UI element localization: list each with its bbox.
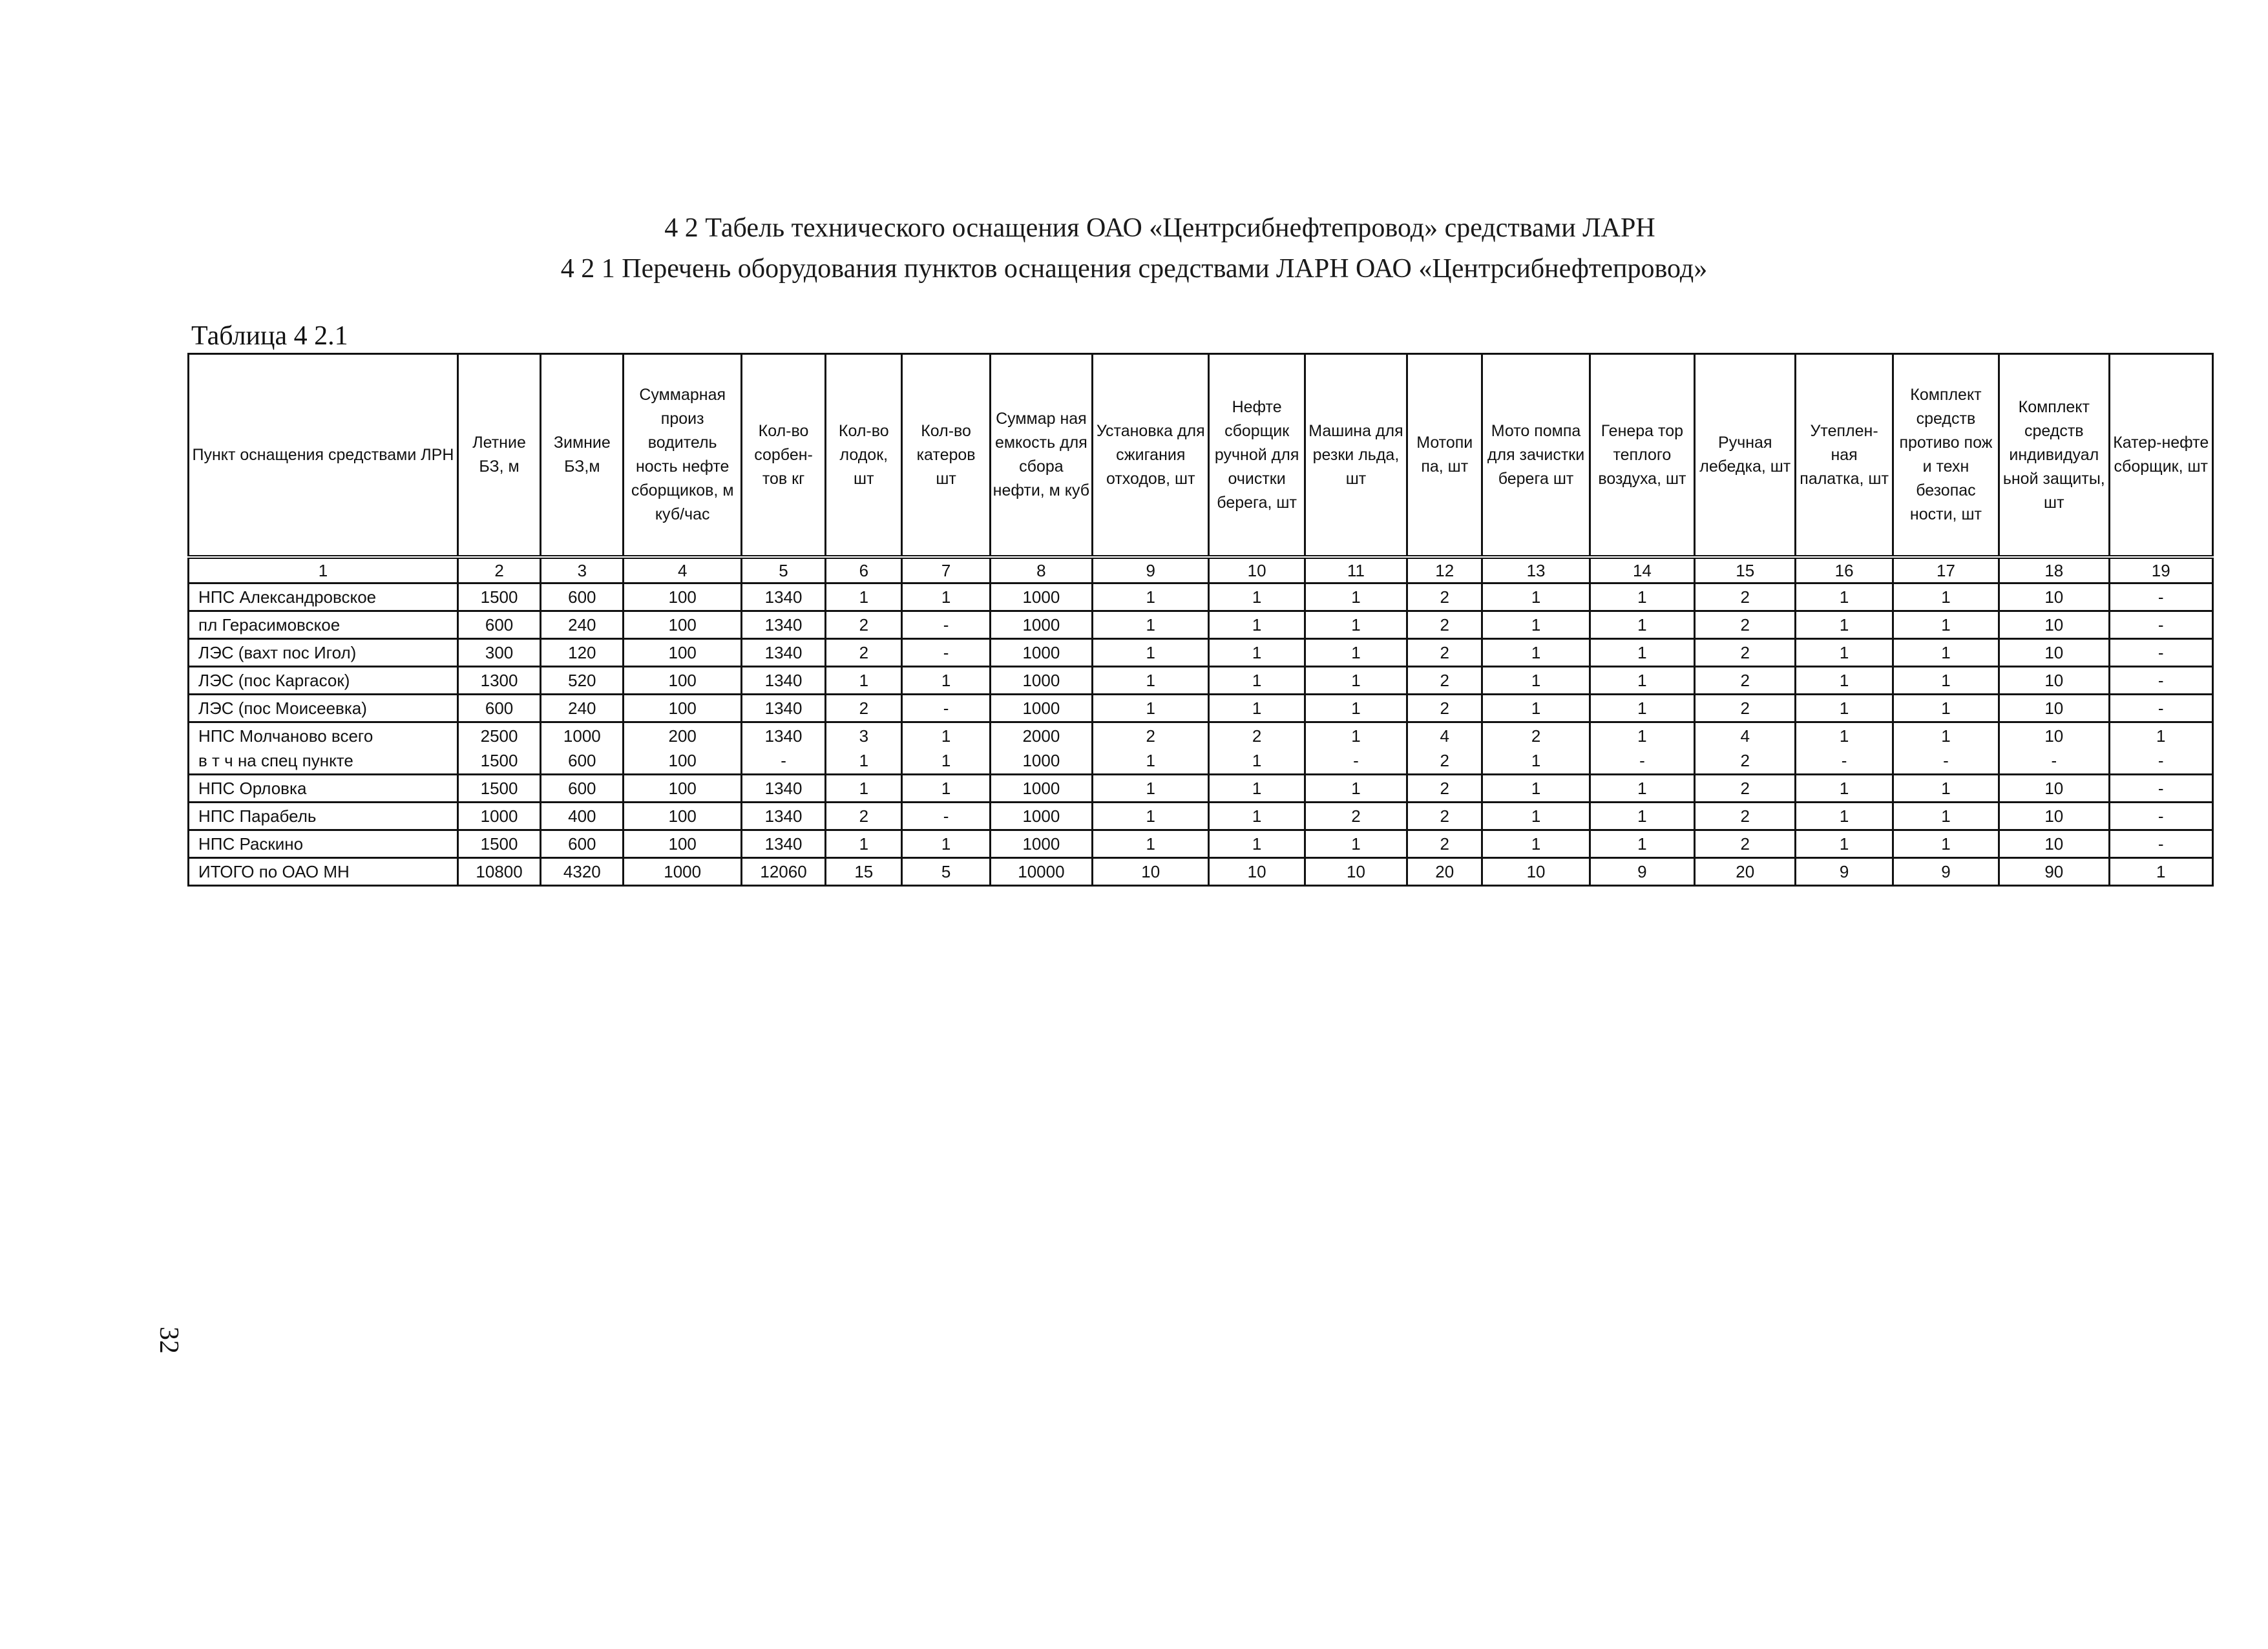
table-cell: 1 <box>1209 775 1305 803</box>
table-cell: 1340 <box>741 695 825 722</box>
table-cell: - <box>902 695 990 722</box>
table-cell: 1 <box>1796 611 1893 639</box>
column-header: Кол-во катеров шт <box>902 354 990 558</box>
table-cell <box>1209 722 1305 775</box>
station-name-cell: НПС Орловка <box>189 775 458 803</box>
title-line-1: 4 2 Табель технического оснащения ОАО «Центрсибнефтепровод» средствами ЛАРН <box>664 213 1655 243</box>
table-cell: 100 <box>624 775 741 803</box>
table-cell: 1 <box>1209 639 1305 667</box>
table-row <box>189 639 2213 667</box>
table-cell: 1 <box>1093 803 1209 830</box>
column-number: 3 <box>541 557 624 583</box>
table-row <box>189 858 2213 886</box>
document-title <box>0 208 2268 289</box>
column-header: Суммарная произ водитель ность нефте сборщиков, м куб/час <box>624 354 741 558</box>
column-number: 9 <box>1093 557 1209 583</box>
table-cell: 1000 <box>624 858 741 886</box>
table-cell: 1 <box>902 667 990 695</box>
cell-value: 600 <box>568 751 596 770</box>
table-cell: 2 <box>1407 667 1482 695</box>
table-cell: 1300 <box>457 667 540 695</box>
table-cell: 1 <box>1305 611 1407 639</box>
table-cell: 20 <box>1407 858 1482 886</box>
table-cell: 1340 <box>741 775 825 803</box>
table-cell: 1000 <box>990 695 1092 722</box>
table-cell: 1 <box>1482 639 1590 667</box>
table-cell: - <box>902 803 990 830</box>
table-cell: 600 <box>541 775 624 803</box>
column-number: 5 <box>741 557 825 583</box>
table-cell: 1000 <box>457 803 540 830</box>
column-header: Машина для резки льда, шт <box>1305 354 1407 558</box>
column-number: 6 <box>826 557 902 583</box>
table-cell: 10 <box>1999 583 2109 611</box>
table-cell: 2 <box>1695 611 1796 639</box>
table-cell: 1 <box>1093 695 1209 722</box>
table-cell: 5 <box>902 858 990 886</box>
station-name-cell: ЛЭС (пос Каргасок) <box>189 667 458 695</box>
table-cell: 4320 <box>541 858 624 886</box>
cell-value: 1000 <box>1022 751 1060 770</box>
cell-value: 1340 <box>764 726 803 746</box>
table-cell: 1000 <box>990 775 1092 803</box>
table-body <box>189 557 2213 886</box>
table-cell: 1 <box>1893 611 1999 639</box>
table-cell: 1 <box>1590 583 1694 611</box>
cell-value: - <box>2051 751 2057 770</box>
cell-value: 2 <box>1146 726 1155 746</box>
table-cell: 1 <box>1590 695 1694 722</box>
table-cell: 1 <box>1093 611 1209 639</box>
column-header: Кол-во сорбен-тов кг <box>741 354 825 558</box>
table-cell: 2 <box>1695 775 1796 803</box>
column-header: Нефте сборщик ручной для очистки берега, шт <box>1209 354 1305 558</box>
table-cell: 90 <box>1999 858 2109 886</box>
cell-value: 1 <box>1146 751 1155 770</box>
cell-value: 1 <box>941 751 951 770</box>
table-cell: 1 <box>1305 695 1407 722</box>
station-name-cell: пл Герасимовское <box>189 611 458 639</box>
table-cell: 100 <box>624 639 741 667</box>
table-cell: 100 <box>624 611 741 639</box>
table-cell: 1000 <box>990 830 1092 858</box>
table-cell: 1 <box>1093 775 1209 803</box>
table-cell: 1 <box>1305 639 1407 667</box>
table-cell: 1340 <box>741 611 825 639</box>
table-cell: 1 <box>1893 695 1999 722</box>
station-name-cell <box>189 722 458 775</box>
table-cell: 1000 <box>990 611 1092 639</box>
cell-value: - <box>781 751 786 770</box>
table-cell: - <box>2109 830 2213 858</box>
cell-value: 1 <box>859 751 869 770</box>
cell-value: 4 <box>1440 726 1449 746</box>
cell-value: 1000 <box>563 726 601 746</box>
table-cell: 2 <box>1695 583 1796 611</box>
table-cell: 1 <box>1893 830 1999 858</box>
table-cell: 2 <box>1407 830 1482 858</box>
table-cell: 1 <box>1482 803 1590 830</box>
column-number: 12 <box>1407 557 1482 583</box>
column-header: Катер-нефте сборщик, шт <box>2109 354 2213 558</box>
table-cell: 1 <box>2109 858 2213 886</box>
table-cell: 1000 <box>990 667 1092 695</box>
table-cell: 2 <box>1407 775 1482 803</box>
cell-value: 2 <box>1531 726 1541 746</box>
table-cell: 9 <box>1893 858 1999 886</box>
table-cell: 1340 <box>741 583 825 611</box>
column-header: Комплект средств противо пож и техн безопас ности, шт <box>1893 354 1999 558</box>
column-number-row <box>189 557 2213 583</box>
table-cell: 10 <box>1999 667 2109 695</box>
table-cell: 120 <box>541 639 624 667</box>
table-cell: 520 <box>541 667 624 695</box>
table-cell: 1 <box>1209 830 1305 858</box>
table-cell: 1 <box>1796 583 1893 611</box>
table-cell: 12060 <box>741 858 825 886</box>
column-header: Мотопи па, шт <box>1407 354 1482 558</box>
table-cell: 1500 <box>457 775 540 803</box>
table-cell: 10 <box>1999 803 2109 830</box>
cell-value: - <box>1841 751 1847 770</box>
column-number: 8 <box>990 557 1092 583</box>
table-cell: 2 <box>826 639 902 667</box>
table-cell: 1 <box>826 583 902 611</box>
cell-value: 1 <box>1839 726 1849 746</box>
table-cell: 1 <box>1093 583 1209 611</box>
table-cell: 1 <box>1305 830 1407 858</box>
cell-value: 1 <box>1637 726 1647 746</box>
cell-value: 2 <box>1740 751 1750 770</box>
table-cell: 10 <box>1999 611 2109 639</box>
table-cell: 20 <box>1695 858 1796 886</box>
table-cell: 1340 <box>741 803 825 830</box>
table-cell: 1 <box>1482 830 1590 858</box>
table-cell: 10 <box>1209 858 1305 886</box>
table-cell: 1 <box>1093 667 1209 695</box>
table-cell <box>741 722 825 775</box>
table-cell: 10 <box>1999 830 2109 858</box>
table-cell: 100 <box>624 695 741 722</box>
table-cell: 2 <box>1407 611 1482 639</box>
table-cell: 2 <box>1695 830 1796 858</box>
cell-value: 2000 <box>1022 726 1060 746</box>
table-cell: 1 <box>1590 775 1694 803</box>
table-cell: 2 <box>1407 583 1482 611</box>
column-number: 18 <box>1999 557 2109 583</box>
cell-value: 1 <box>2156 726 2166 746</box>
header-row <box>189 354 2213 558</box>
column-header: Суммар ная емкость для сбора нефти, м куб <box>990 354 1092 558</box>
table-cell: 10 <box>1999 695 2109 722</box>
table-cell: 1 <box>1893 775 1999 803</box>
cell-value: 1500 <box>480 751 518 770</box>
table-cell: 1 <box>1093 639 1209 667</box>
column-header: Утеплен-ная палатка, шт <box>1796 354 1893 558</box>
column-header: Кол-во лодок, шт <box>826 354 902 558</box>
table-cell: 1 <box>1590 830 1694 858</box>
table-row <box>189 775 2213 803</box>
table-cell: 100 <box>624 667 741 695</box>
table-cell: 10 <box>1093 858 1209 886</box>
table-caption: Таблица 4 2.1 <box>191 321 348 351</box>
table-cell <box>1590 722 1694 775</box>
column-number: 10 <box>1209 557 1305 583</box>
table-cell: 1 <box>902 775 990 803</box>
table-cell: 9 <box>1590 858 1694 886</box>
table-cell: 600 <box>541 830 624 858</box>
table-cell <box>1695 722 1796 775</box>
table-cell: 240 <box>541 611 624 639</box>
table-cell: 1 <box>902 830 990 858</box>
page-number: 32 <box>154 1327 184 1354</box>
table-cell: 600 <box>457 611 540 639</box>
table-cell: 1000 <box>990 639 1092 667</box>
table-row <box>189 830 2213 858</box>
station-name-cell: НПС Парабель <box>189 803 458 830</box>
cell-value: - <box>1639 751 1645 770</box>
table-cell: 1 <box>1796 667 1893 695</box>
table-cell: 1 <box>1796 830 1893 858</box>
table-cell: 1 <box>1209 611 1305 639</box>
table-cell: 10 <box>1999 639 2109 667</box>
table-cell: - <box>902 639 990 667</box>
table-cell: 10 <box>1999 775 2109 803</box>
cell-value: - <box>2158 751 2164 770</box>
table-cell: 1 <box>1590 611 1694 639</box>
table-cell: 1 <box>1482 667 1590 695</box>
station-name-cell: НПС Раскино <box>189 830 458 858</box>
table-cell: 1 <box>1209 695 1305 722</box>
column-number: 17 <box>1893 557 1999 583</box>
table-cell <box>1407 722 1482 775</box>
column-number: 11 <box>1305 557 1407 583</box>
table-cell: 1340 <box>741 830 825 858</box>
table-cell <box>1893 722 1999 775</box>
column-number: 1 <box>189 557 458 583</box>
table-cell: 1 <box>1305 667 1407 695</box>
cell-value: 200 <box>668 726 697 746</box>
table-cell: 1000 <box>990 583 1092 611</box>
cell-value: 3 <box>859 726 869 746</box>
table-row-molchanovo <box>189 722 2213 775</box>
table-cell: 1 <box>1796 695 1893 722</box>
cell-value: - <box>1353 751 1359 770</box>
station-name-cell: ЛЭС (вахт пос Игол) <box>189 639 458 667</box>
table-cell: 1 <box>1590 803 1694 830</box>
table-cell: 1 <box>1893 667 1999 695</box>
column-number: 7 <box>902 557 990 583</box>
table-cell: 2 <box>826 695 902 722</box>
table-cell: 9 <box>1796 858 1893 886</box>
station-name-cell: ЛЭС (пос Моисеевка) <box>189 695 458 722</box>
table-cell: 1 <box>826 775 902 803</box>
table-cell: 600 <box>541 583 624 611</box>
table-cell: 2 <box>1695 667 1796 695</box>
table-cell: 1 <box>1796 639 1893 667</box>
table-cell: 1 <box>1305 583 1407 611</box>
cell-value: 1 <box>1252 751 1262 770</box>
column-number: 14 <box>1590 557 1694 583</box>
cell-value: 1 <box>1531 751 1541 770</box>
table-cell: 240 <box>541 695 624 722</box>
cell-value: 2 <box>1440 751 1449 770</box>
table-cell: 1 <box>826 667 902 695</box>
column-header: Ручная лебедка, шт <box>1695 354 1796 558</box>
table-row <box>189 667 2213 695</box>
table-cell: 1 <box>1209 803 1305 830</box>
table-cell: 2 <box>1407 695 1482 722</box>
table-cell: - <box>2109 611 2213 639</box>
station-name-cell: ИТОГО по ОАО МН <box>189 858 458 886</box>
table-cell: 2 <box>826 611 902 639</box>
cell-value: 100 <box>668 751 697 770</box>
table-cell: 1 <box>1893 803 1999 830</box>
table-cell <box>1093 722 1209 775</box>
column-header: Зимние БЗ,м <box>541 354 624 558</box>
table-cell: - <box>902 611 990 639</box>
table-cell: 10800 <box>457 858 540 886</box>
table-cell: 1 <box>1482 775 1590 803</box>
table-cell: 15 <box>826 858 902 886</box>
column-header: Комплект средств индивидуал ьной защиты, шт <box>1999 354 2109 558</box>
station-name-line: в т ч на спец пункте <box>198 751 353 770</box>
cell-value: 2500 <box>480 726 518 746</box>
table-cell <box>541 722 624 775</box>
column-number: 13 <box>1482 557 1590 583</box>
column-number: 4 <box>624 557 741 583</box>
table-cell <box>990 722 1092 775</box>
table-cell: 100 <box>624 803 741 830</box>
table-cell: 2 <box>1305 803 1407 830</box>
table-cell: 1 <box>902 583 990 611</box>
column-header: Генера тор теплого воздуха, шт <box>1590 354 1694 558</box>
table-cell: 1500 <box>457 583 540 611</box>
cell-value: 1 <box>941 726 951 746</box>
table-cell: 1340 <box>741 667 825 695</box>
cell-value: 1 <box>1351 726 1361 746</box>
table-cell: 1 <box>1893 639 1999 667</box>
table-cell <box>2109 722 2213 775</box>
table-cell: 1 <box>1482 611 1590 639</box>
table-cell <box>1305 722 1407 775</box>
table-cell: - <box>2109 583 2213 611</box>
table-cell: - <box>2109 667 2213 695</box>
column-header: Мото помпа для зачистки берега шт <box>1482 354 1590 558</box>
table-row <box>189 695 2213 722</box>
table-cell: 1500 <box>457 830 540 858</box>
table-cell: - <box>2109 775 2213 803</box>
table-cell: 1 <box>1093 830 1209 858</box>
table-cell: 100 <box>624 830 741 858</box>
cell-value: 10 <box>2044 726 2064 746</box>
cell-value: 1 <box>1941 726 1951 746</box>
table-cell: 1000 <box>990 803 1092 830</box>
column-number: 19 <box>2109 557 2213 583</box>
equipment-table <box>187 353 2214 887</box>
table-cell: 10000 <box>990 858 1092 886</box>
table-cell: 2 <box>1407 803 1482 830</box>
table-cell: 2 <box>1695 695 1796 722</box>
table-cell <box>624 722 741 775</box>
table-cell: 1 <box>1796 803 1893 830</box>
table-cell: 1 <box>1305 775 1407 803</box>
table-cell: 1 <box>1796 775 1893 803</box>
table-cell <box>902 722 990 775</box>
column-header: Пункт оснащения средствами ЛРН <box>189 354 458 558</box>
table-cell: 1 <box>1590 667 1694 695</box>
table-cell: 2 <box>1695 803 1796 830</box>
table-cell: 1 <box>1893 583 1999 611</box>
station-name-line: НПС Молчаново всего <box>198 726 373 746</box>
table-cell: - <box>2109 639 2213 667</box>
table-cell: 1 <box>1209 583 1305 611</box>
table-cell: 600 <box>457 695 540 722</box>
table-cell: 100 <box>624 583 741 611</box>
table-row <box>189 611 2213 639</box>
station-name-cell: НПС Александровское <box>189 583 458 611</box>
table-row <box>189 583 2213 611</box>
cell-value: 2 <box>1252 726 1262 746</box>
table-cell: - <box>2109 803 2213 830</box>
column-number: 16 <box>1796 557 1893 583</box>
table-cell: 1 <box>1482 695 1590 722</box>
table-cell: 2 <box>1695 639 1796 667</box>
table-cell: 10 <box>1482 858 1590 886</box>
column-number: 2 <box>457 557 540 583</box>
cell-value: - <box>1943 751 1949 770</box>
column-header: Установка для сжигания отходов, шт <box>1093 354 1209 558</box>
table-cell: 300 <box>457 639 540 667</box>
column-header: Летние БЗ, м <box>457 354 540 558</box>
table-row <box>189 803 2213 830</box>
table-cell: 2 <box>826 803 902 830</box>
table-cell <box>826 722 902 775</box>
table-cell: - <box>2109 695 2213 722</box>
table-cell: 10 <box>1305 858 1407 886</box>
table-cell: 1 <box>826 830 902 858</box>
table-cell: 1340 <box>741 639 825 667</box>
table-cell: 2 <box>1407 639 1482 667</box>
title-line-2: 4 2 1 Перечень оборудования пунктов оснащения средствами ЛАРН ОАО «Центрсибнефтепровод» <box>560 254 1708 284</box>
table-cell: 1 <box>1482 583 1590 611</box>
table-cell <box>1482 722 1590 775</box>
table-cell: 400 <box>541 803 624 830</box>
table-cell <box>1999 722 2109 775</box>
cell-value: 4 <box>1740 726 1750 746</box>
table-cell <box>457 722 540 775</box>
table-cell <box>1796 722 1893 775</box>
table-cell: 1 <box>1590 639 1694 667</box>
column-number: 15 <box>1695 557 1796 583</box>
table-cell: 1 <box>1209 667 1305 695</box>
